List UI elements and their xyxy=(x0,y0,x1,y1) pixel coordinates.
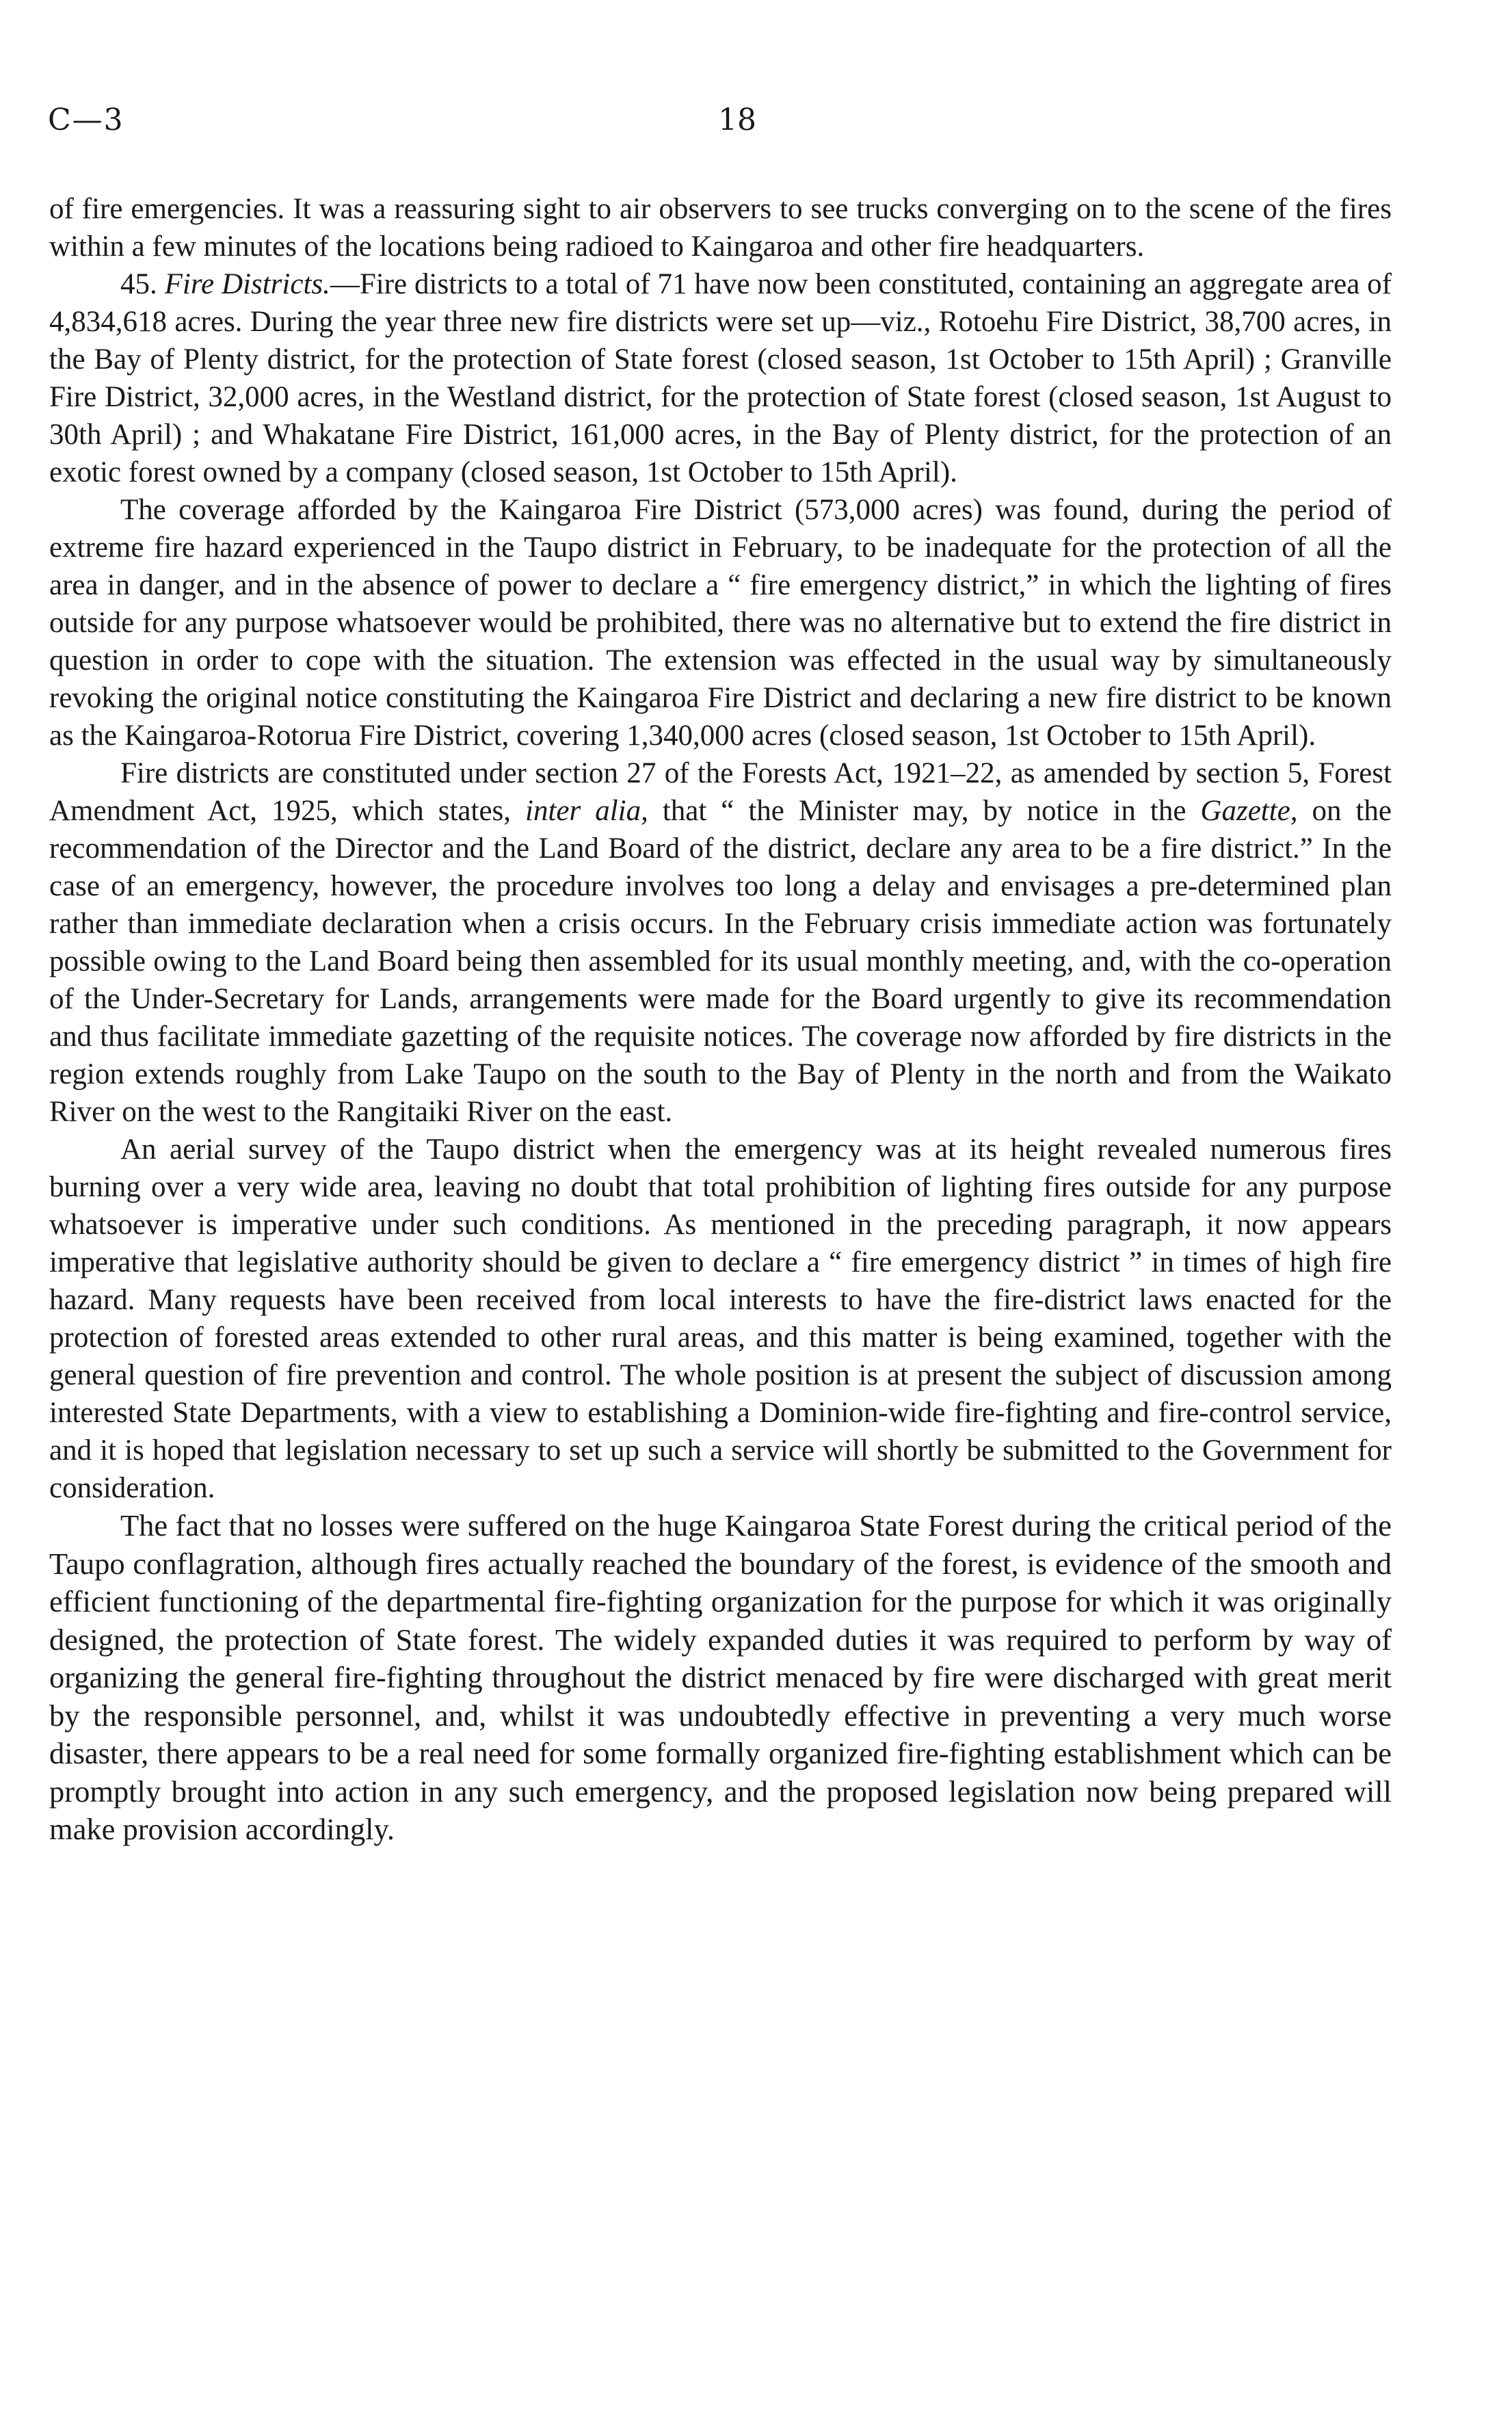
paragraph-text: Fire districts are constituted under section 27 of the Forests Act, 1921–22, as amended by section 5, Forest Amendment Act, 1925, which states, xyxy=(49,757,1392,827)
running-head xyxy=(48,103,1416,144)
report-reference: C—3 xyxy=(48,103,124,137)
body-text xyxy=(49,190,1392,1849)
paragraph-text: that “ the Minister may, by notice in the xyxy=(648,795,1201,827)
paragraph-aerial-survey: An aerial survey of the Taupo district when the emergency was at its height revealed numerous fires burning over a very wide area, leaving no doubt that total prohibition of lighting fires outside for any purpose whatsoever is imperative under such conditions. As mentioned in the preceding paragraph, it now appears imperative that legislative authority should be given to declare a “ fire emergency district ” in times of high fire hazard. Many requests have been received from local interests to have the fire-district laws enacted for the protection of forested areas extended to other rural areas, and this matter is being examined, together with the general question of fire prevention and control. The whole position is at present the subject of discussion among interested State Departments, with a view to establishing a Dominion-wide fire-fighting and fire-control service, and it is hoped that legislation necessary to set up such a service will shortly be submitted to the Government for consideration. xyxy=(49,1133,1392,1504)
paragraph-fire-districts xyxy=(49,265,1392,491)
italic-phrase: inter alia, xyxy=(525,795,648,827)
italic-phrase: Gazette, xyxy=(1200,795,1298,827)
section-number: 45. xyxy=(120,268,157,300)
paragraph-text: on the recommendation of the Director and the Land Board of the district, declare any area to be a fire district.” In the case of an emergency, however, the procedure involves too long a delay and envisages a pre-determined plan rather than immediate declaration when a crisis occurs. In the February crisis immediate action was fortunately possible owing to the Land Board being then assembled for its usual monthly meeting, and, with the co-operation of the Under-Secretary for Lands, arrangements were made for the Board urgently to give its recommendation and thus facilitate immediate gazetting of the requisite notices. The coverage now afforded by fire districts in the region extends roughly from Lake Taupo on the south to the Bay of Plenty in the north and from the Waikato River on the west to the Rangitaiki River on the east. xyxy=(49,795,1392,1128)
paragraph-continuation: of fire emergencies. It was a reassuring sight to air observers to see trucks converging on to the scene of the fires within a few minutes of the locations being radioed to Kaingaroa and other fire headquarters. xyxy=(49,193,1392,263)
section-heading: Fire Districts. xyxy=(164,268,330,300)
paragraph-kaingaroa-forest: The fact that no losses were suffered on the huge Kaingaroa State Forest during the critical period of the Taupo conflagration, although fires actually reached the boundary of the forest, is evidence of the smooth and efficient functioning of the departmental fire-fighting organization for the purpose for which it was originally designed, the protection of State forest. The widely expanded duties it was required to perform by way of organizing the general fire-fighting throughout the district menaced by fire were discharged with great merit by the responsible personnel, and, whilst it was undoubtedly effective in preventing a very much worse disaster, there appears to be a real need for some formally organized fire-fighting establishment which can be promptly brought into action in any such emergency, and the proposed legislation now being prepared will make provision accordingly. xyxy=(49,1508,1392,1846)
paragraph-kaingaroa-coverage: The coverage afforded by the Kaingaroa Fire District (573,000 acres) was found, during the period of extreme fire hazard experienced in the Taupo district in February, to be inadequate for the protection of all the area in danger, and in the absence of power to declare a “ fire emergency district,” in which the lighting of fires outside for any purpose whatsoever would be prohibited, there was no alternative but to extend the fire district in question in order to cope with the situation. The extension was effected in the usual way by simultaneously revoking the original notice constituting the Kaingaroa Fire District and declaring a new fire district to be known as the Kaingaroa-Rotorua Fire District, covering 1,340,000 acres (closed season, 1st October to 15th April). xyxy=(49,494,1392,752)
paragraph-legal-basis xyxy=(49,754,1392,1131)
paragraph-text: —Fire districts to a total of 71 have now been constituted, containing an aggregate area of 4,834,618 acres. During the year three new fire districts were set up—viz., Rotoehu Fire District, 38,700 acres, in the Bay of Plenty district, for the protection of State forest (closed season, 1st October to 15th April) ; Granville Fire District, 32,000 acres, in the Westland district, for the protection of State forest (closed season, 1st August to 30th April) ; and Whakatane Fire District, 161,000 acres, in the Bay of Plenty district, for the protection of an exotic forest owned by a company (closed season, 1st October to 15th April). xyxy=(49,268,1392,488)
page-number: 18 xyxy=(718,103,756,137)
